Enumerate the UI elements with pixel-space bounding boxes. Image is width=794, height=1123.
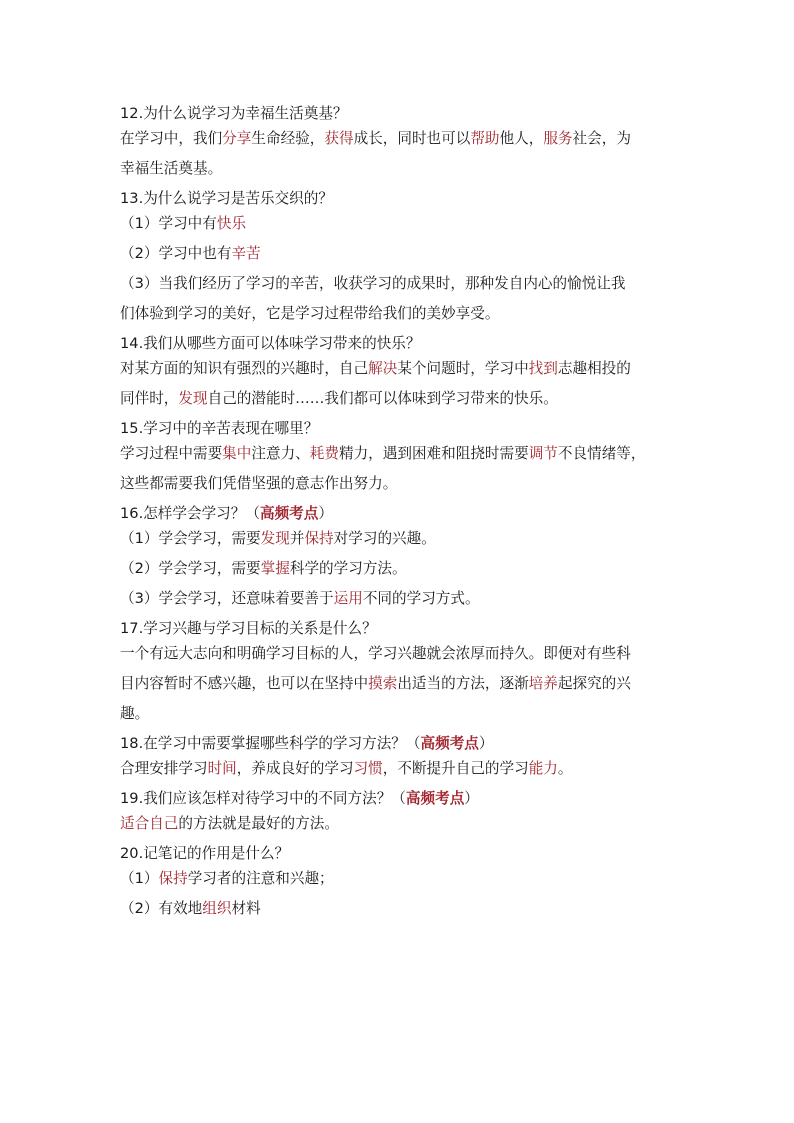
- text-segment: ，不断提升自己的学习: [382, 760, 529, 777]
- highlighted-keyword: 调节: [528, 445, 558, 462]
- text-segment: ）: [478, 735, 494, 752]
- text-segment: 材料: [231, 900, 261, 917]
- highlighted-keyword: 摸索: [368, 675, 398, 692]
- question-heading: [120, 504, 680, 524]
- text-segment: （1）学习中有: [120, 215, 217, 232]
- text-segment: 不良情绪等，: [557, 445, 646, 462]
- text-segment: （1）: [120, 870, 159, 887]
- highlighted-keyword: 运用: [333, 590, 363, 607]
- answer-line: [120, 529, 680, 549]
- question-heading: [120, 844, 680, 864]
- text-segment: 这些都需要我们凭借坚强的意志作出努力。: [120, 475, 398, 492]
- text-segment: （2）有效地: [120, 900, 203, 917]
- question-heading: [120, 789, 680, 809]
- text-segment: 目内容暂时不感兴趣，也可以在坚持中: [120, 675, 369, 692]
- text-segment: 对学习的兴趣。: [333, 530, 436, 547]
- answer-line: [120, 389, 680, 409]
- answer-line: [120, 159, 680, 179]
- text-segment: 志趣相投的: [557, 360, 631, 377]
- answer-line: [120, 304, 680, 324]
- answer-line: [120, 704, 680, 724]
- highlighted-keyword: 发现: [178, 390, 208, 407]
- text-segment: 12.为什么说学习为幸福生活奠基？: [120, 105, 348, 122]
- text-segment: 20.记笔记的作用是什么？: [120, 845, 290, 862]
- highlighted-keyword: 习惯: [353, 760, 383, 777]
- question-heading: [120, 189, 680, 209]
- text-segment: 并: [289, 530, 305, 547]
- text-segment: 。: [557, 760, 573, 777]
- answer-line: [120, 274, 680, 294]
- text-segment: 14.我们从哪些方面可以体味学习带来的快乐？: [120, 335, 421, 352]
- answer-line: [120, 244, 680, 264]
- highlighted-keyword: 适合自己: [120, 815, 179, 832]
- text-segment: ）: [318, 505, 333, 522]
- answer-line: [120, 589, 680, 609]
- text-segment: 对某方面的知识有强烈的兴趣时，自己: [120, 360, 369, 377]
- highlighted-keyword: 高频考点: [259, 505, 319, 522]
- text-segment: ）: [464, 790, 479, 807]
- highlighted-keyword: 集中: [222, 445, 252, 462]
- answer-line: [120, 559, 680, 579]
- text-segment: 们体验到学习的美好，它是学习过程带给我们的美妙享受。: [120, 305, 500, 322]
- text-segment: 生命经验，: [251, 130, 325, 147]
- answer-line: [120, 674, 680, 694]
- question-heading: [120, 104, 680, 124]
- question-heading: [120, 419, 680, 439]
- question-heading: [120, 334, 680, 354]
- text-segment: （1）学会学习，需要: [120, 530, 261, 547]
- text-segment: 出适当的方法，逐渐: [397, 675, 529, 692]
- highlighted-keyword: 高频考点: [420, 735, 479, 752]
- highlighted-keyword: 分享: [222, 130, 252, 147]
- text-segment: （2）学习中也有: [120, 245, 232, 262]
- text-segment: 学习过程中需要: [120, 445, 223, 462]
- text-segment: 17.学习兴趣与学习目标的关系是什么？: [120, 620, 377, 637]
- text-segment: 合理安排学习: [120, 760, 208, 777]
- highlighted-keyword: 保持: [304, 530, 334, 547]
- highlighted-keyword: 服务: [543, 130, 573, 147]
- text-segment: ，养成良好的学习: [236, 760, 354, 777]
- text-segment: 自己的潜能时……我们都可以体味到学习带来的快乐。: [207, 390, 558, 407]
- text-segment: 社会，为: [572, 130, 631, 147]
- highlighted-keyword: 高频考点: [405, 790, 465, 807]
- text-segment: 科学的学习方法。: [289, 560, 407, 577]
- text-segment: 一个有远大志向和明确学习目标的人，学习兴趣就会浓厚而持久。即便对有些科: [120, 645, 631, 662]
- text-segment: 起探究的兴: [557, 675, 631, 692]
- question-heading: [120, 734, 680, 754]
- text-segment: 趣。: [120, 705, 150, 722]
- answer-line: [120, 759, 680, 779]
- highlighted-keyword: 获得: [324, 130, 354, 147]
- text-segment: 幸福生活奠基。: [120, 160, 223, 177]
- text-segment: 某个问题时，学习中: [397, 360, 529, 377]
- highlighted-keyword: 帮助: [470, 130, 500, 147]
- highlighted-keyword: 发现: [260, 530, 290, 547]
- answer-line: [120, 899, 680, 919]
- text-segment: 的方法就是最好的方法。: [178, 815, 339, 832]
- text-segment: 18.在学习中需要掌握哪些科学的学习方法？（: [120, 735, 421, 752]
- highlighted-keyword: 解决: [368, 360, 398, 377]
- text-segment: （3）当我们经历了学习的辛苦，收获学习的成果时，那种发自内心的愉悦让我: [120, 275, 626, 292]
- highlighted-keyword: 能力: [528, 760, 558, 777]
- text-segment: 精力，遇到困难和阻挠时需要: [338, 445, 529, 462]
- text-segment: 成长，同时也可以: [353, 130, 471, 147]
- text-segment: 他人，: [499, 130, 544, 147]
- highlighted-keyword: 保持: [158, 870, 188, 887]
- answer-line: [120, 214, 680, 234]
- text-segment: 同伴时，: [120, 390, 179, 407]
- highlighted-keyword: 培养: [528, 675, 558, 692]
- highlighted-keyword: 耗费: [309, 445, 339, 462]
- text-segment: 注意力、: [251, 445, 310, 462]
- text-segment: 不同的学习方式。: [362, 590, 480, 607]
- answer-line: [120, 474, 680, 494]
- text-segment: （3）学会学习，还意味着要善于: [120, 590, 334, 607]
- highlighted-keyword: 辛苦: [231, 245, 261, 262]
- answer-line: [120, 129, 680, 149]
- highlighted-keyword: 组织: [202, 900, 232, 917]
- highlighted-keyword: 掌握: [260, 560, 290, 577]
- answer-line: [120, 814, 680, 834]
- text-segment: 19.我们应该怎样对待学习中的不同方法？（: [120, 790, 406, 807]
- question-heading: [120, 619, 680, 639]
- text-segment: 学习者的注意和兴趣；: [187, 870, 334, 887]
- text-segment: （2）学会学习，需要: [120, 560, 261, 577]
- text-segment: 16.怎样学会学习？（: [120, 505, 260, 522]
- highlighted-keyword: 快乐: [216, 215, 247, 232]
- answer-line: [120, 359, 680, 379]
- document-page: [120, 98, 680, 929]
- answer-line: [120, 869, 680, 889]
- highlighted-keyword: 时间: [207, 760, 237, 777]
- answer-line: [120, 644, 680, 664]
- answer-line: [120, 444, 680, 464]
- text-segment: 在学习中，我们: [120, 130, 223, 147]
- text-segment: 15.学习中的辛苦表现在哪里？: [120, 420, 319, 437]
- highlighted-keyword: 找到: [528, 360, 558, 377]
- text-segment: 13.为什么说学习是苦乐交织的？: [120, 190, 333, 207]
